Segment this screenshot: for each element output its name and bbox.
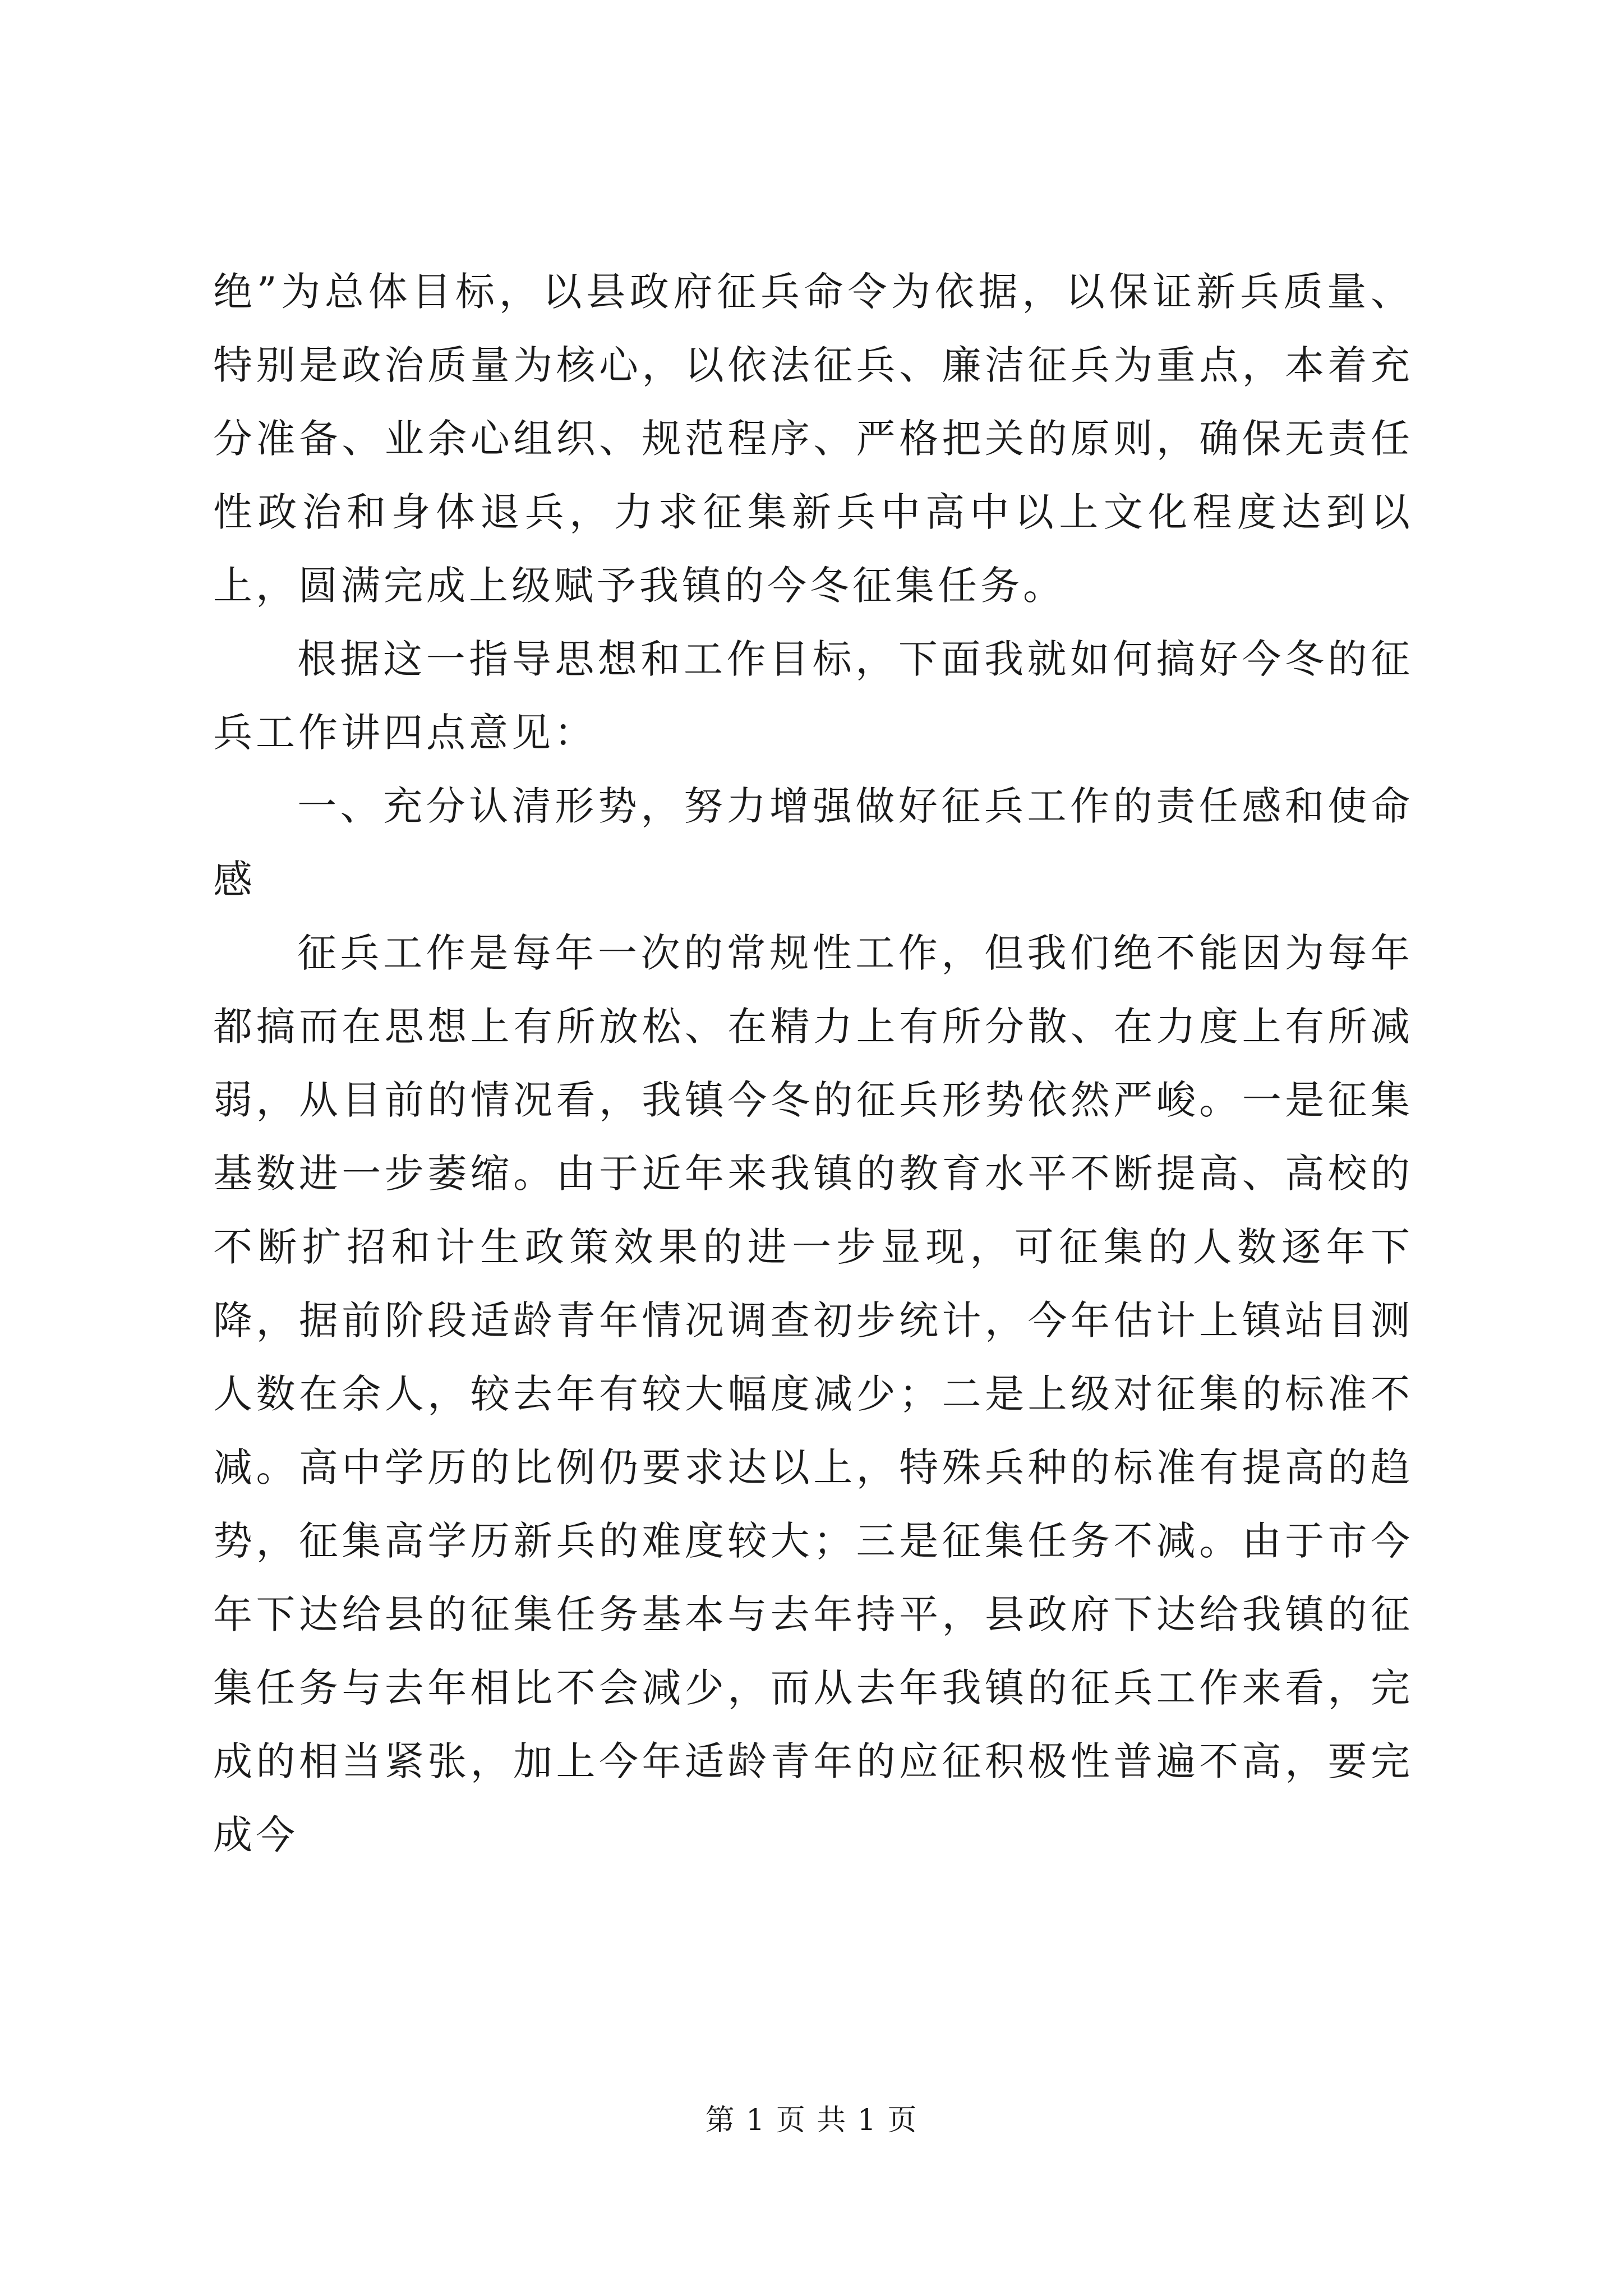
paragraph-continuation: 绝”为总体目标，以县政府征兵命令为依据，以保证新兵质量、特别是政治质量为核心，以依法征兵、廉洁征兵为重点，本着充分准备、业余心组织、规范程序、严格把关的原则，确保无责任性政治和身体退兵，力求征集新兵中高中以上文化程度达到以上，圆满完成上级赋予我镇的今冬征集任务。 [213,269,1413,609]
document-body [213,255,1413,1872]
paragraph-intro: 根据这一指导思想和工作目标，下面我就如何搞好今冬的征兵工作讲四点意见： [213,636,1413,756]
section-heading-1: 一、充分认清形势，努力增强做好征兵工作的责任感和使命感 [213,783,1413,903]
page-number-footer: 第 1 页 共 1 页 [705,2104,918,2137]
paragraph-situation: 征兵工作是每年一次的常规性工作，但我们绝不能因为每年都搞而在思想上有所放松、在精力上有所分散、在力度上有所减弱，从目前的情况看，我镇今冬的征兵形势依然严峻。一是征集基数进一步萎缩。由于近年来我镇的教育水平不断提高、高校的不断扩招和计生政策效果的进一步显现，可征集的人数逐年下降，据前阶段适龄青年情况调查初步统计，今年估计上镇站目测人数在余人，较去年有较大幅度减少；二是上级对征集的标准不减。高中学历的比例仍要求达以上，特殊兵种的标准有提高的趋势，征集高学历新兵的难度较大；三是征集任务不减。由于市今年下达给县的征集任务基本与去年持平，县政府下达给我镇的征集任务与去年相比不会减少，而从去年我镇的征兵工作来看，完成的相当紧张，加上今年适龄青年的应征积极性普遍不高，要完成今 [213,930,1413,1858]
